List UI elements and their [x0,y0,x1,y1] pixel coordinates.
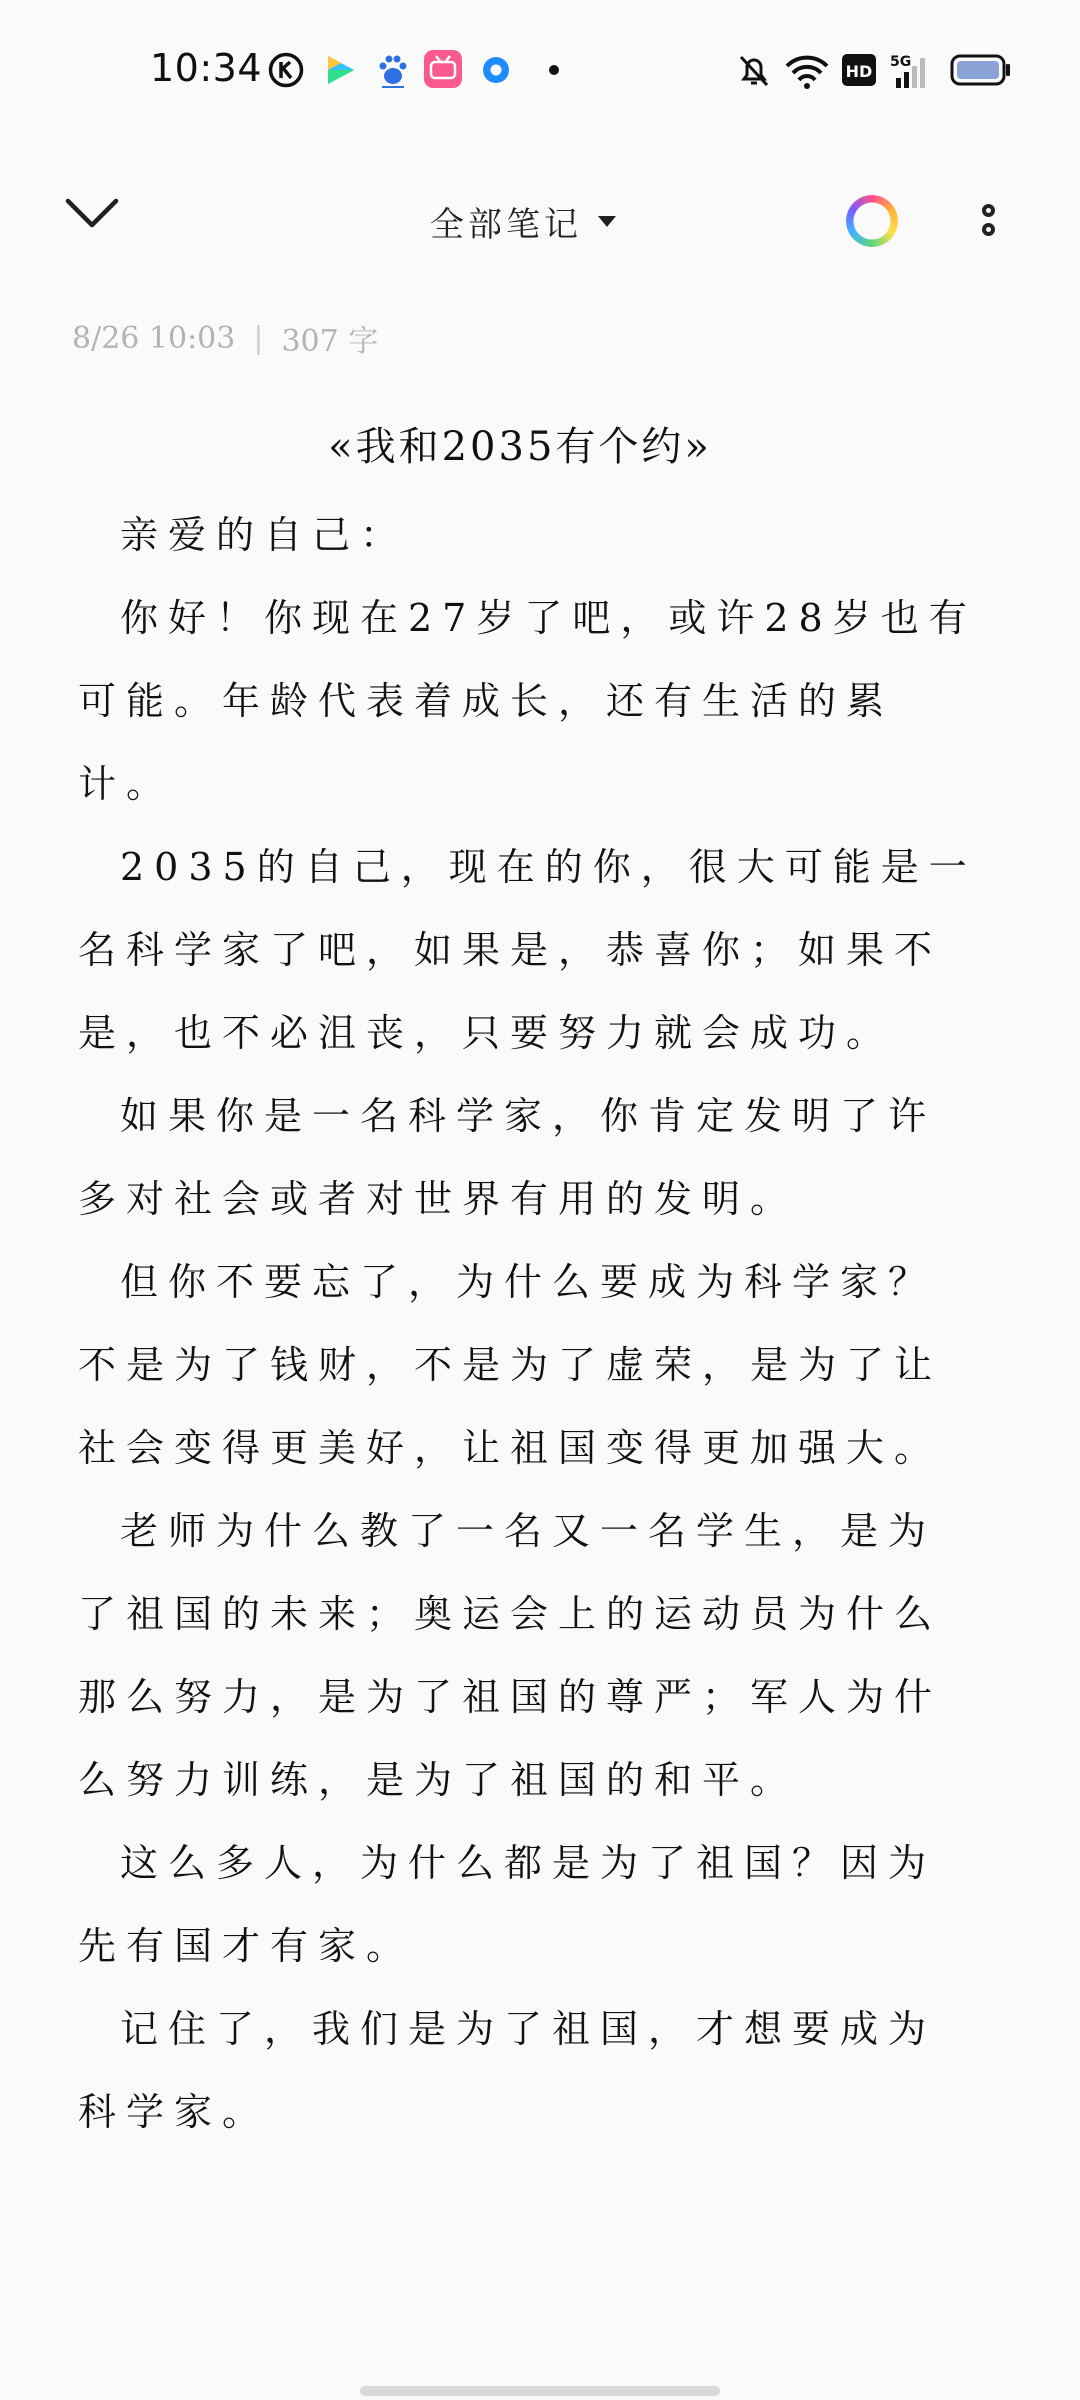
bilibili-icon [424,50,462,88]
note-content[interactable] [0,400,1080,2154]
paragraph: 记住了，我们是为了祖国，才想要成为科学家。 [78,2007,937,2134]
status-bar [0,0,1080,140]
battery-icon [950,54,1012,86]
paragraph: 你好！你现在27岁了吧，或许28岁也有可能。年龄代表着成长，还有生活的累计。 [78,596,977,806]
wifi-icon [784,52,830,90]
more-vertical-icon [982,191,995,236]
status-time: 10:34 [150,46,263,90]
hd-icon [842,54,876,86]
baidu-icon [376,52,410,88]
color-ring-icon [846,195,898,247]
paragraph: 亲爱的自己： [120,513,409,557]
svg-text:5G: 5G [890,54,912,70]
dot-icon [548,64,560,76]
browser-icon [482,56,510,84]
meta-separator: | [253,320,264,356]
svg-text:HD: HD [845,62,873,81]
collapse-button[interactable] [62,193,132,253]
folder-label: 全部笔记 [430,204,582,245]
paragraph: 2035的自己，现在的你，很大可能是一名科学家了吧，如果是，恭喜你；如果不是，也不必沮丧，只要努力就会成功。 [78,845,977,1055]
paragraph: 老师为什么教了一名又一名学生，是为了祖国的未来；奥运会上的运动员为什么那么努力，是为了祖国的尊严；军人为什么努力训练，是为了祖国的和平。 [78,1509,943,1802]
signal-5g-icon [890,52,932,90]
k-app-icon [268,52,304,88]
folder-dropdown[interactable] [430,191,616,251]
video-app-icon [324,52,358,88]
word-count: 307 字 [281,324,379,359]
more-options-button[interactable] [982,191,995,251]
home-indicator[interactable] [360,2386,720,2396]
paragraph: 如果你是一名科学家，你肯定发明了许多对社会或者对世界有用的发明。 [78,1094,937,1221]
note-datetime: 8/26 10:03 [72,320,236,356]
chevron-down-icon [62,193,122,233]
mute-bell-icon [736,52,772,90]
note-meta [72,316,378,360]
caret-down-icon [598,216,616,227]
note-toolbar [0,165,1080,275]
theme-color-button[interactable] [846,195,898,247]
note-title[interactable]: «我和2035有个约» [328,424,712,470]
note-body[interactable] [0,494,1080,2154]
paragraph: 这么多人，为什么都是为了祖国？因为先有国才有家。 [78,1841,937,1968]
paragraph: 但你不要忘了，为什么要成为科学家？不是为了钱财，不是为了虚荣，是为了让社会变得更美好，让祖国变得更加强大。 [78,1260,943,1470]
